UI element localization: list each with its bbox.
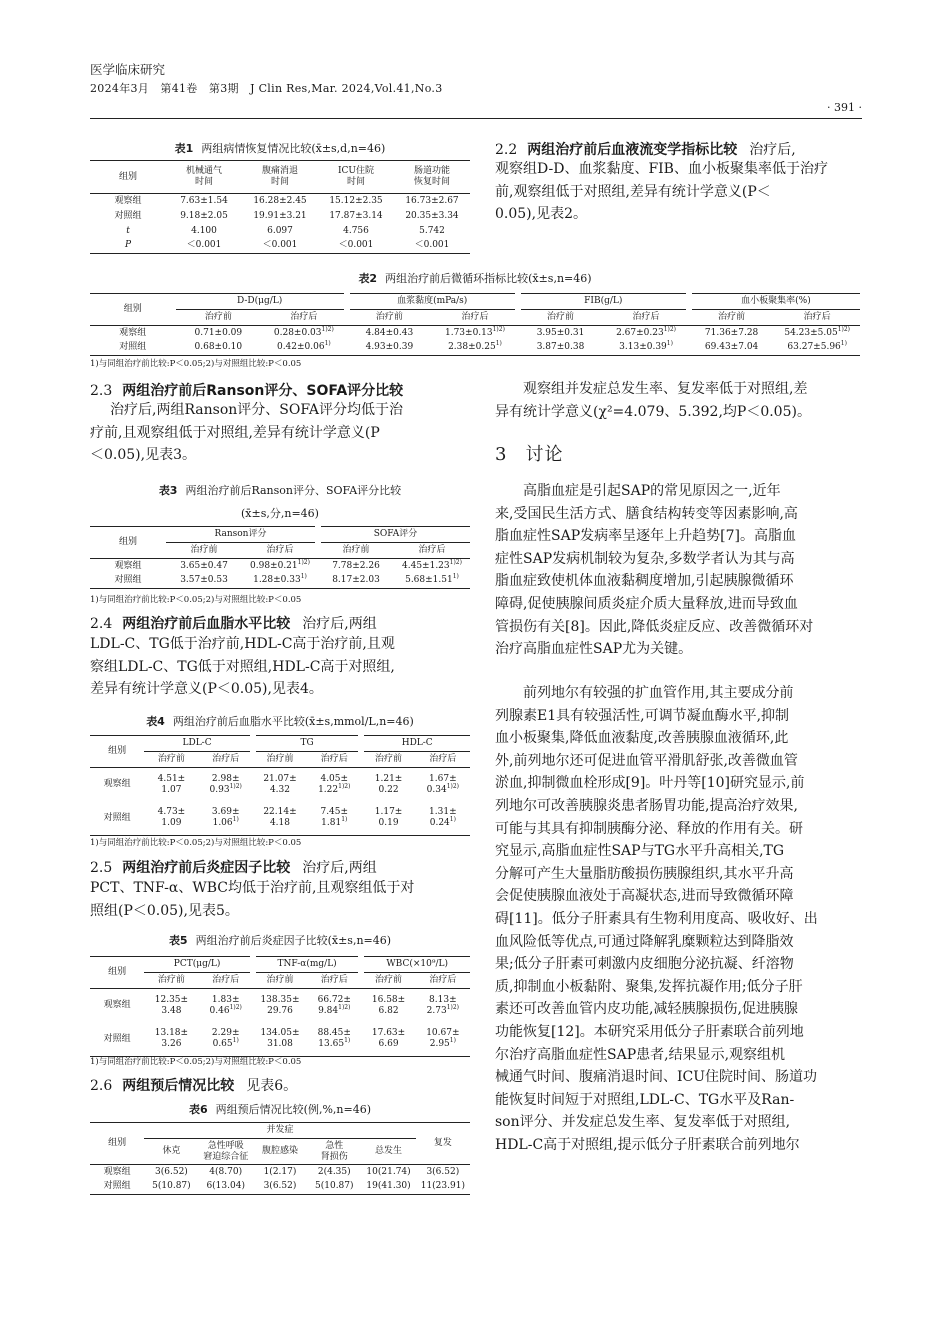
t2-sub-header: 治疗后	[803, 312, 831, 323]
t5-group-header: 组别	[108, 967, 127, 978]
table1-cell: P	[124, 240, 132, 251]
table1-caption: 表1 两组病情恢复情况比较(x̄±s,d,n=46)	[174, 142, 386, 155]
text-line: 血风险低等优点,可通过降解乳糜颗粒达到降脂效	[495, 933, 794, 950]
t4-cell-mark: 1)	[232, 816, 239, 824]
text-line: HDL-C高于对照组,提示低分子肝素联合前列地尔	[495, 1136, 800, 1153]
journal-name: 医学临床研究	[90, 62, 166, 77]
table1-header-cell: 组别	[90, 161, 166, 194]
table1-cell: 16.28±2.45	[253, 195, 307, 206]
table1-cell: t	[126, 225, 130, 236]
cell-value: 3.13±0.39	[619, 342, 667, 353]
t4-cell-b: 0.22	[378, 784, 399, 795]
t3-row-group: 对照组	[114, 575, 142, 586]
text-line: 来,受国民生活方式、膳食结构转变等因素影响,高	[495, 505, 798, 522]
t4-sub-header: 治疗前	[157, 754, 185, 765]
t4-cell-b: 1.07	[161, 784, 182, 795]
cell-mark: 1)	[300, 573, 307, 581]
t4-cell-mark: 1)	[341, 816, 348, 824]
section-2-6-heading: 2.6 两组预后情况比较 见表6。	[90, 1078, 298, 1094]
t5-sub-header: 治疗后	[212, 975, 240, 986]
t2-sub-header: 治疗后	[461, 312, 489, 323]
table1-cell: 20.35±3.34	[405, 210, 459, 221]
t3-sub-header: 治疗后	[266, 545, 294, 556]
table1-cell: 6.097	[267, 225, 293, 236]
t5-sub-header: 治疗后	[429, 975, 457, 986]
table1-cell: 17.87±3.14	[329, 210, 383, 221]
t5-cell-b: 13.65	[318, 1039, 345, 1050]
table6-col-header: 总发生	[361, 1139, 415, 1165]
cell-value: 0.68±0.10	[194, 342, 243, 353]
t5-cell-a: 8.13±	[429, 994, 457, 1005]
t5-cell-b: 2.73	[426, 1005, 447, 1016]
t4-row-group: 观察组	[103, 779, 131, 790]
t5-cell-b: 31.08	[267, 1039, 293, 1050]
table1-cell: 7.63±1.54	[180, 195, 228, 206]
t2-metric-header: D-D(μg/L)	[236, 296, 283, 307]
t4-cell-b: 0.93	[209, 784, 230, 795]
text-line: 脂血症性SAP发病率呈逐年上升趋势[7]。高脂血	[495, 528, 796, 545]
cell-value: 1.73±0.13	[444, 327, 493, 338]
discussion-para-2	[495, 682, 818, 1156]
table6-cell: 11(23.91)	[420, 1181, 465, 1192]
t2-sub-header: 治疗后	[290, 312, 318, 323]
table1-header-cell: 腹痛消退 时间	[242, 161, 318, 194]
t4-cell-a: 22.14±	[263, 807, 297, 818]
cell-mark: 1)	[452, 573, 459, 581]
section-2-3-heading: 2.3 两组治疗前后Ranson评分、SOFA评分比较	[90, 383, 404, 399]
section-2-2-heading: 2.2 两组治疗前后血液流变学指标比较 治疗后,	[495, 142, 796, 158]
t4-sub-header: 治疗前	[375, 754, 403, 765]
t5-cell-a: 1.83±	[211, 994, 240, 1005]
table1-cell: 16.73±2.67	[405, 195, 459, 206]
text-line: 脂血症致使机体血液黏稠度增加,引起胰腺微循环	[495, 573, 794, 590]
cell-value: 0.28±0.03	[273, 327, 322, 338]
table3-note: 1)与同组治疗前比较:P＜0.05;2)与对照组比较:P＜0.05	[90, 595, 302, 605]
table6-cell: 2(4.35)	[317, 1166, 351, 1177]
t5-cell-a: 138.35±	[260, 994, 300, 1005]
cell-value: 2.67±0.23	[616, 327, 664, 338]
t5-metric-header: PCT(μg/L)	[173, 959, 221, 970]
t5-row-group: 对照组	[103, 1033, 131, 1044]
text-line: 症性SAP发病机制较为复杂,多数学者认为其与高	[495, 550, 795, 567]
t5-metric-header: TNF-α(mg/L)	[277, 959, 337, 970]
t4-sub-header: 治疗前	[266, 754, 294, 765]
table6-col-header: 腹腔感染	[253, 1139, 307, 1165]
text-line: 究显示,高脂血症性SAP与TG水平升高相关,TG	[495, 843, 785, 860]
t4-cell-b: 0.34	[426, 784, 447, 795]
cell-value: 3.65±0.47	[180, 560, 228, 571]
t5-cell-b: 0.65	[212, 1039, 233, 1050]
table1	[90, 160, 470, 254]
t4-cell-a: 1.17±	[374, 807, 403, 818]
text-line: 尔治疗高脂血症性SAP患者,结果显示,观察组机	[495, 1046, 786, 1063]
table2-caption: 表2 两组治疗前后微循环指标比较(x̄±s,n=46)	[358, 272, 592, 285]
text-line: 功能恢复[12]。本研究采用低分子肝素联合前列地	[495, 1023, 804, 1040]
t4-cell-a: 2.98±	[211, 773, 240, 784]
t4-cell-b: 1.81	[321, 818, 342, 829]
t5-cell-b: 3.26	[161, 1039, 182, 1050]
t5-cell-a: 2.29±	[211, 1028, 240, 1039]
t5-cell-a: 13.18±	[154, 1028, 189, 1039]
section-2-4-heading: 2.4 两组治疗前后血脂水平比较 治疗后,两组	[90, 616, 377, 632]
t2-sub-header: 治疗前	[204, 312, 232, 323]
t3-metric-header: SOFA评分	[373, 529, 418, 540]
cell-value: 3.57±0.53	[180, 575, 228, 586]
table6-cell: 观察组	[103, 1166, 131, 1177]
t2-metric-header: 血小板聚集率(%)	[741, 296, 811, 307]
t4-cell-mark: 1)2)	[338, 782, 351, 790]
section-2-2-body: 观察组D-D、血浆黏度、FIB、血小板聚集率低于治疗 前,观察组低于对照组,差异有统计学意义(P＜ 0.05),见表2。	[495, 161, 828, 223]
table1-cell: 观察组	[114, 195, 142, 206]
t5-sub-header: 治疗前	[157, 975, 185, 986]
table1-cell: 9.18±2.05	[180, 210, 228, 221]
table4-caption: 表4 两组治疗前后血脂水平比较(x̄±s,mmol/L,n=46)	[146, 715, 414, 728]
text-line: 械通气时间、腹痛消退时间、ICU住院时间、肠道功	[495, 1069, 818, 1086]
cell-value: 7.78±2.26	[332, 560, 380, 571]
t4-cell-mark: 1)2)	[446, 782, 460, 790]
t4-sub-header: 治疗后	[320, 754, 348, 765]
table1-header-cell: ICU住院 时间	[318, 161, 394, 194]
table1-cell: 4.756	[343, 225, 369, 236]
cell-value: 4.84±0.43	[365, 327, 414, 338]
t5-cell-b: 2.95	[429, 1039, 450, 1050]
text-line: 外,前列地尔还可促进血管平滑肌舒张,改善微血管	[495, 752, 798, 769]
cell-mark: 1)	[324, 340, 331, 348]
t5-cell-a: 17.63±	[371, 1028, 406, 1039]
table1-header-cell: 机械通气 时间	[166, 161, 242, 194]
cell-value: 0.71±0.09	[194, 327, 243, 338]
text-line: son评分、并发症总发生率、复发率低于对照组,	[495, 1114, 791, 1131]
t5-cell-b: 6.69	[378, 1039, 399, 1050]
cell-mark: 1)	[666, 340, 673, 348]
t5-cell-mark: 1)2)	[229, 1003, 242, 1011]
cell-value: 4.45±1.23	[402, 560, 450, 571]
t4-cell-a: 21.07±	[263, 773, 297, 784]
text-line: 列腺素E1具有较强活性,可调节凝血酶水平,抑制	[495, 707, 790, 724]
t4-cell-b: 4.18	[269, 818, 290, 829]
t5-sub-header: 治疗后	[320, 975, 348, 986]
t2-metric-header: FIB(g/L)	[584, 296, 623, 307]
t4-metric-header: HDL-C	[401, 738, 433, 749]
text-line: 能恢复时间短于对照组,LDL-C、TG水平及Ran-	[495, 1091, 795, 1108]
t2-row-group: 对照组	[119, 342, 147, 353]
t5-cell-b: 3.48	[161, 1005, 182, 1016]
cell-value: 0.42±0.06	[276, 342, 325, 353]
cell-value: 0.98±0.21	[250, 560, 298, 571]
t3-row-group: 观察组	[114, 560, 142, 571]
t4-cell-mark: 1)2)	[229, 782, 242, 790]
t2-sub-header: 治疗前	[375, 312, 403, 323]
cell-value: 63.27±5.96	[787, 342, 841, 353]
table1-header-cell: 肠道功能 恢复时间	[394, 161, 470, 194]
cell-value: 71.36±7.28	[704, 327, 759, 338]
section-2-3-body: 治疗后,两组Ranson评分、SOFA评分均低于治 疗前,且观察组低于对照组,差异有统计学意义(P ＜0.05),见表3。	[90, 402, 403, 464]
table2	[90, 293, 860, 356]
t5-cell-mark: 1)2)	[446, 1003, 460, 1011]
t5-metric-header: WBC(×10⁹/L)	[386, 959, 448, 970]
table6-span-header: 并发症	[266, 1125, 294, 1136]
t5-cell-b: 0.46	[209, 1005, 230, 1016]
table5-caption: 表5 两组治疗前后炎症因子比较(x̄±s,n=46)	[168, 934, 392, 947]
table3-caption-units: (x̄±s,分,n=46)	[241, 507, 319, 520]
table6-col-header: 休克	[144, 1139, 198, 1165]
t3-sub-header: 治疗前	[342, 545, 370, 556]
discussion-para-1	[495, 480, 813, 661]
cell-mark: 1)2)	[663, 325, 677, 333]
cell-value: 54.23±5.05	[784, 327, 838, 338]
table1-cell: 15.12±2.35	[329, 195, 383, 206]
table5	[90, 956, 470, 1057]
table6-cell: 6(13.04)	[206, 1181, 245, 1192]
cell-mark: 1)	[495, 340, 502, 348]
cell-mark: 1)2)	[837, 325, 851, 333]
cell-mark: 1)2)	[449, 558, 462, 566]
table1-cell: ＜0.001	[262, 240, 298, 251]
t4-cell-a: 3.69±	[211, 807, 240, 818]
t2-group-header: 组别	[123, 304, 142, 315]
t2-metric-header: 血浆黏度(mPa/s)	[397, 296, 468, 307]
t4-cell-b: 0.19	[378, 818, 399, 829]
cell-mark: 1)2)	[297, 558, 310, 566]
t4-cell-a: 4.51±	[157, 773, 186, 784]
t5-cell-a: 16.58±	[371, 994, 406, 1005]
t4-metric-header: LDL-C	[182, 738, 212, 749]
t4-cell-a: 1.21±	[374, 773, 403, 784]
t4-cell-a: 7.45±	[320, 807, 349, 818]
text-line: 障碍,促使胰腺间质炎症介质大量释放,进而导致血	[495, 595, 798, 612]
table3	[90, 526, 470, 589]
t4-sub-header: 治疗后	[429, 754, 457, 765]
text-line: 淤血,抑制微血栓形成[9]。叶丹等[10]研究显示,前	[495, 775, 805, 792]
cell-value: 1.28±0.33	[253, 575, 301, 586]
t4-cell-b: 4.32	[269, 784, 290, 795]
text-line: 质,抑制血小板黏附、聚集,发挥抗凝作用;低分子肝	[495, 978, 803, 995]
table6-cell: 3(6.52)	[426, 1166, 460, 1177]
section-2-4-body: LDL-C、TG低于治疗前,HDL-C高于治疗前,且观 察组LDL-C、TG低于对照组,HDL-C高于对照组, 差异有统计学意义(P＜0.05),见表4。	[90, 636, 395, 698]
t2-row-group: 观察组	[119, 327, 147, 338]
text-line: 碍[11]。低分子肝素具有生物利用度高、吸收好、出	[495, 910, 818, 927]
issue-info: 2024年3月 第41卷 第3期 J Clin Res,Mar. 2024,Vol.41,No.3	[90, 82, 443, 95]
t5-cell-b: 29.76	[267, 1005, 293, 1016]
text-line: 列地尔可改善胰腺炎患者肠胃功能,提高治疗效果,	[495, 797, 798, 814]
header-rule	[90, 118, 862, 119]
table6-relapse-header: 复发	[433, 1138, 452, 1149]
t5-cell-mark: 1)	[344, 1037, 351, 1045]
t5-cell-a: 66.72±	[317, 994, 351, 1005]
table1-cell: ＜0.001	[338, 240, 374, 251]
t2-sub-header: 治疗前	[547, 312, 575, 323]
right-para-a: 观察组并发症总发生率、复发率低于对照组,差 异有统计学意义(χ²=4.079、5.392,均P＜0.05)。	[495, 381, 811, 420]
cell-value: 5.68±1.51	[405, 575, 453, 586]
t4-cell-b: 1.22	[318, 784, 339, 795]
text-line: 分解可产生大量脂肪酸损伤胰腺组织,其水平升高	[495, 865, 794, 882]
table2-note: 1)与同组治疗前比较:P＜0.05;2)与对照组比较:P＜0.05	[90, 359, 302, 369]
t3-group-header: 组别	[118, 537, 137, 548]
t5-cell-mark: 1)2)	[338, 1003, 351, 1011]
text-line: 可能与其具有抑制胰酶分泌、释放的作用有关。研	[495, 820, 803, 837]
table6-group-header: 组别	[108, 1138, 127, 1149]
cell-value: 8.17±2.03	[332, 575, 380, 586]
t5-sub-header: 治疗前	[375, 975, 403, 986]
t4-metric-header: TG	[300, 738, 314, 749]
text-line: 会促使胰腺血液处于高凝状态,进而导致微循环障	[495, 888, 794, 905]
table3-caption: 表3 两组治疗前后Ranson评分、SOFA评分比较	[158, 484, 402, 497]
t3-sub-header: 治疗前	[190, 545, 218, 556]
cell-value: 2.38±0.25	[448, 342, 496, 353]
section-3-heading: 3 讨论	[495, 444, 564, 465]
text-line: 果;低分子肝素可刺激内皮细胞分泌抗凝、纤溶物	[495, 956, 794, 973]
t3-metric-header: Ranson评分	[214, 529, 267, 540]
t3-sub-header: 治疗后	[418, 545, 446, 556]
t4-group-header: 组别	[108, 746, 127, 757]
table1-cell: ＜0.001	[186, 240, 222, 251]
table6-cell: 对照组	[103, 1181, 131, 1192]
t4-cell-a: 4.05±	[320, 773, 349, 784]
t5-cell-a: 10.67±	[426, 1028, 460, 1039]
page-number: · 391 ·	[827, 101, 862, 114]
t5-cell-b: 6.82	[378, 1005, 399, 1016]
section-2-5-heading: 2.5 两组治疗前后炎症因子比较 治疗后,两组	[90, 860, 377, 876]
cell-value: 4.93±0.39	[365, 342, 414, 353]
text-line: 血小板聚集,降低血液黏度,改善胰腺血液循环,此	[495, 730, 789, 747]
table6-cell: 1(2.17)	[263, 1166, 297, 1177]
table1-cell: 4.100	[191, 225, 217, 236]
t5-cell-mark: 1)	[449, 1037, 456, 1045]
t4-cell-b: 0.24	[429, 818, 450, 829]
table1-cell: 5.742	[419, 225, 445, 236]
t4-cell-mark: 1)	[449, 816, 456, 824]
table6-col-header: 急性呼吸 窘迫综合征	[199, 1139, 253, 1165]
t5-cell-a: 134.05±	[260, 1028, 300, 1039]
cell-mark: 1)2)	[492, 325, 505, 333]
table6-cell: 5(10.87)	[152, 1181, 191, 1192]
cell-value: 69.43±7.04	[704, 342, 759, 353]
table6-cell: 19(41.30)	[366, 1181, 411, 1192]
text-line: 管损伤有关[8]。因此,降低炎症反应、改善微循环对	[495, 618, 814, 635]
text-line: 治疗高脂血症性SAP尤为关键。	[495, 641, 693, 658]
t5-cell-a: 12.35±	[154, 994, 189, 1005]
cell-value: 3.95±0.31	[536, 327, 585, 338]
t4-row-group: 对照组	[103, 812, 131, 823]
t5-cell-mark: 1)	[232, 1037, 239, 1045]
t4-cell-a: 4.73±	[157, 807, 186, 818]
table6-cell: 3(6.52)	[263, 1181, 297, 1192]
t4-cell-a: 1.67±	[429, 773, 457, 784]
cell-value: 3.87±0.38	[536, 342, 585, 353]
t5-sub-header: 治疗前	[266, 975, 294, 986]
table6-col-header: 急性 肾损伤	[307, 1139, 361, 1165]
t2-sub-header: 治疗后	[632, 312, 660, 323]
t4-cell-b: 1.09	[161, 818, 182, 829]
section-2-5-body: PCT、TNF-α、WBC均低于治疗前,且观察组低于对 照组(P＜0.05),见表5。	[90, 880, 415, 919]
t4-cell-b: 1.06	[212, 818, 233, 829]
text-line: 前列地尔有较强的扩血管作用,其主要成分前	[523, 685, 794, 701]
t4-sub-header: 治疗后	[212, 754, 240, 765]
t4-cell-a: 1.31±	[429, 807, 457, 818]
cell-mark: 1)2)	[321, 325, 334, 333]
table4	[90, 735, 470, 836]
table6-cell: 3(6.52)	[155, 1166, 188, 1177]
table4-note: 1)与同组治疗前比较:P＜0.05;2)与对照组比较:P＜0.05	[90, 838, 302, 848]
t2-sub-header: 治疗前	[718, 312, 746, 323]
table5-note: 1)与同组治疗前比较:P＜0.05;2)与对照组比较:P＜0.05	[90, 1057, 302, 1067]
table1-cell: ＜0.001	[414, 240, 450, 251]
cell-mark: 1)	[840, 340, 847, 348]
text-line: 高脂血症是引起SAP的常见原因之一,近年	[523, 483, 781, 499]
text-line: 素还可改善血管内皮功能,减轻胰腺损伤,促进胰腺	[495, 1001, 798, 1018]
table1-cell: 对照组	[114, 210, 142, 221]
t5-cell-a: 88.45±	[317, 1028, 351, 1039]
table6-cell: 4(8.70)	[209, 1166, 243, 1177]
table6-cell: 10(21.74)	[366, 1166, 411, 1177]
t5-row-group: 观察组	[103, 1000, 131, 1011]
table6-caption: 表6 两组预后情况比较(例,%,n=46)	[189, 1103, 371, 1116]
table6-cell: 5(10.87)	[315, 1181, 354, 1192]
table6	[90, 1122, 470, 1195]
table1-cell: 19.91±3.21	[253, 210, 307, 221]
t5-cell-b: 9.84	[318, 1005, 339, 1016]
